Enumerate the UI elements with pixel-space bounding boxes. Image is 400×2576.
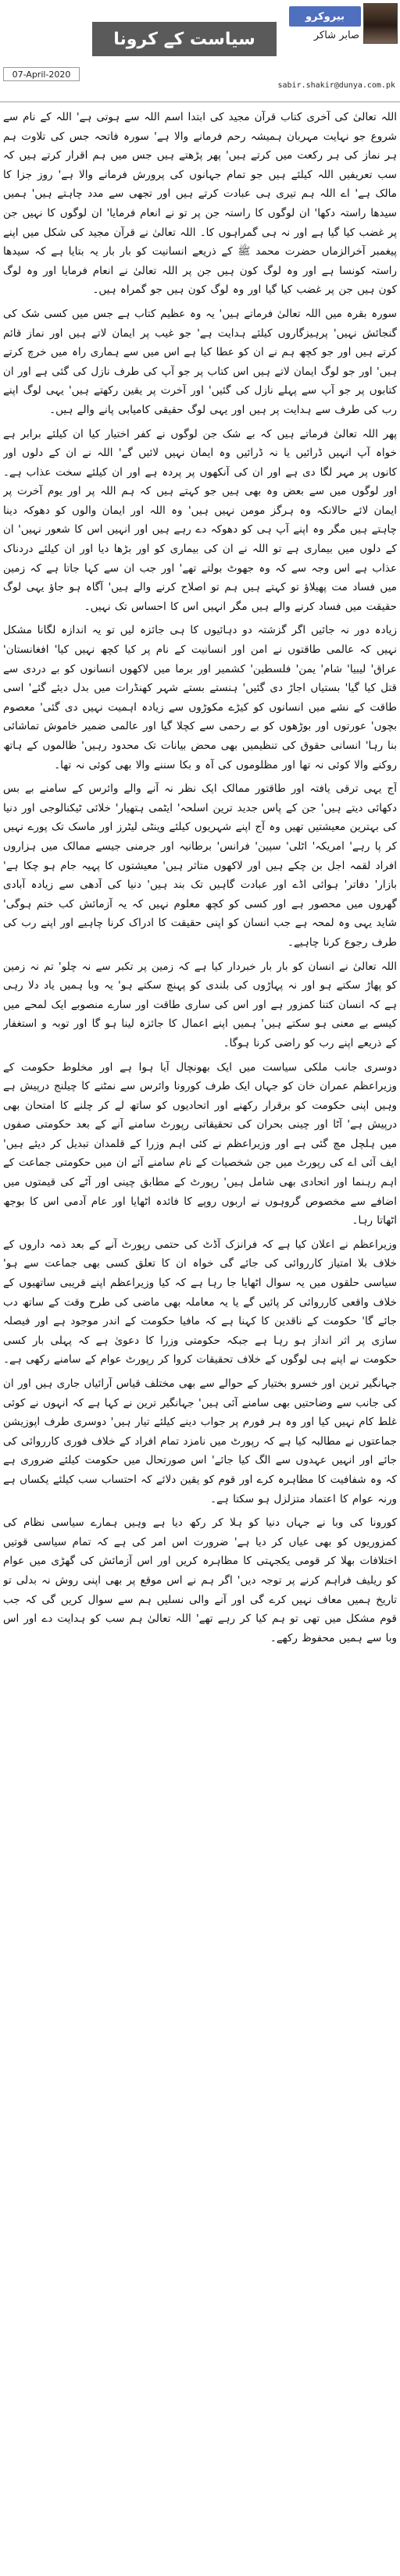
article-paragraph: اللہ تعالیٰ نے انسان کو بار بار خبردار کیا ہے کہ زمین پر تکبر سے نہ چلو' تم نہ زمین کو پھاڑ سکتے ہو اور نہ پہاڑوں کی بلندی کو پہنچ سکتے ہو' یہ وبا ہمیں یاد دلا رہی ہے کہ انسان کتنا کمزور ہے اور اس کی ساری طاقت اور سارے منصوبے ایک لمحے میں کیسے بے معنی ہو سکتے ہیں' ہمیں اپنے اعمال کا جائزہ لینا ہو گا اور توبہ و استغفار کے ذریعے اپنے رب کو راضی کرنا ہوگا۔ (3, 960, 397, 1049)
newspaper-logo: بیروکرو (289, 6, 361, 27)
article-paragraph: وزیراعظم نے اعلان کیا ہے کہ فرانزک آڈٹ کی حتمی رپورٹ آنے کے بعد ذمہ داروں کے خلاف بلا امتیاز کارروائی کی جائے گی خواہ ان کا تعلق کسی بھی جماعت سے ہو' سیاسی حلقوں میں یہ سوال اٹھایا جا رہا ہے کہ کیا وزیراعظم اپنے قریبی ساتھیوں کے خلاف واقعی کارروائی کر پائیں گے یا یہ معاملہ بھی ماضی کی طرح وقت کے ساتھ دب جائے گا' حکومت کے ناقدین کا کہنا ہے کہ مافیا حکومت کے اندر موجود ہے اور فیصلہ سازی پر اثر انداز ہو رہا ہے جبکہ حکومتی وزرا کا دعویٰ ہے کہ پہلی بار کسی حکومت نے اپنے ہی لوگوں کے خلاف تحقیقات کروا کر رپورٹ عوام کے سامنے رکھی ہے۔ (3, 1238, 397, 1366)
author-name: صابر شاکر (313, 30, 359, 41)
column-title: سیاست کے کرونا (92, 22, 277, 56)
article-paragraph: پھر اللہ تعالیٰ فرماتے ہیں کہ بے شک جن لوگوں نے کفر اختیار کیا ان کیلئے برابر ہے خواہ آپ انہیں ڈرائیں یا نہ ڈرائیں وہ ایمان نہیں لائیں گے' اللہ نے ان کے دلوں اور کانوں پر مہر لگا دی ہے اور ان کی آنکھوں پر پردہ ہے اور ان کیلئے سخت عذاب ہے۔ اور لوگوں میں سے بعض وہ بھی ہیں جو کہتے ہیں کہ ہم اللہ پر اور یوم آخرت پر ایمان لائے حالانکہ وہ ہرگز مومن نہیں ہیں' وہ اللہ اور ایمان والوں کو دھوکہ دینا چاہتے ہیں مگر وہ اپنے آپ ہی کو دھوکہ دے رہے ہیں اور انہیں اس کا شعور نہیں' ان کے دلوں میں بیماری ہے تو اللہ نے ان کی بیماری کو اور بڑھا دیا اور ان کیلئے دردناک عذاب ہے اس وجہ سے کہ وہ جھوٹ بولتے تھے' اور جب ان سے کہا جاتا ہے کہ زمین میں فساد مت پھیلاؤ تو کہتے ہیں ہم تو اصلاح کرنے والے ہیں' آگاہ ہو جاؤ یہی لوگ حقیقت میں فساد کرنے والے ہیں مگر انہیں اس کا احساس تک نہیں۔ (3, 427, 397, 613)
author-photo (363, 3, 398, 44)
article-paragraph: آج یہی ترقی یافتہ اور طاقتور ممالک ایک نظر نہ آنے والے وائرس کے سامنے بے بس دکھائی دیتے ہیں' جن کے پاس جدید ترین اسلحہ' ایٹمی ہتھیار' خلائی ٹیکنالوجی اور دنیا کی بہترین معیشتیں تھیں وہ آج اپنے شہریوں کیلئے وینٹی لیٹرز اور ماسک تک پورے نہیں کر پا رہے' امریکہ' اٹلی' سپین' فرانس' برطانیہ اور جرمنی جیسے ممالک میں ہزاروں افراد لقمہ اجل بن چکے ہیں اور لاکھوں متاثر ہیں' معیشتوں کا پہیہ جام ہو چکا ہے' بازار' دفاتر' ہوائی اڈے اور عبادت گاہیں تک بند ہیں' دنیا کی آدھی سے زیادہ آبادی گھروں میں محصور ہے اور کسی کو کچھ معلوم نہیں کہ یہ آزمائش کب ختم ہوگی' شاید یہی وہ لمحہ ہے جب انسان کو اپنی حقیقت کا ادراک کرنا چاہیے اور اپنے رب کی طرف رجوع کرنا چاہیے۔ (3, 782, 397, 949)
article-paragraph: جہانگیر ترین اور خسرو بختیار کے حوالے سے بھی مختلف قیاس آرائیاں جاری ہیں اور ان کی جانب سے وضاحتیں بھی سامنے آئی ہیں' جہانگیر ترین نے کہا ہے کہ انہوں نے کوئی غلط کام نہیں کیا اور وہ ہر فورم پر جواب دینے کیلئے تیار ہیں' دوسری طرف اپوزیشن جماعتوں نے مطالبہ کیا ہے کہ رپورٹ میں نامزد تمام افراد کے خلاف فوری کارروائی کی جائے اور انہیں عہدوں سے الگ کیا جائے' اس صورتحال میں حکومت کیلئے ضروری ہے کہ وہ شفافیت کا مظاہرہ کرے اور قوم کو یقین دلائے کہ احتساب سب کیلئے یکساں ہے ورنہ عوام کا اعتماد متزلزل ہو سکتا ہے۔ (3, 1377, 397, 1505)
article-paragraph: کورونا کی وبا نے جہاں دنیا کو ہلا کر رکھ دیا ہے وہیں ہمارے سیاسی نظام کی کمزوریوں کو بھی عیاں کر دیا ہے' ضرورت اس امر کی ہے کہ تمام سیاسی قوتیں اختلافات بھلا کر قومی یکجہتی کا مظاہرہ کریں اور اس آزمائش کی گھڑی میں عوام کو ریلیف فراہم کرنے پر توجہ دیں' اگر ہم نے اس موقع پر بھی اپنی روش نہ بدلی تو تاریخ ہمیں معاف نہیں کرے گی اور آنے والی نسلیں ہم سے سوال کریں گی کہ جب قوم مشکل میں تھی تو ہم کیا کر رہے تھے' اللہ تعالیٰ ہم سب کو ہدایت دے اور اس وبا سے ہمیں محفوظ رکھے۔ (3, 1516, 397, 1644)
author-email: sabir.shakir@dunya.com.pk (277, 81, 395, 90)
publish-date: 07-April-2020 (3, 67, 80, 81)
article-paragraph: اللہ تعالیٰ کی آخری کتاب قرآن مجید کی ابتدا اسم اللہ سے ہوتی ہے' اللہ کے نام سے شروع جو نہایت مہربان ہمیشہ رحم فرمانے والا ہے' سورہ فاتحہ جس کی تلاوت ہم ہر نماز کی ہر رکعت میں کرتے ہیں' پھر پڑھتے ہیں جس میں ہم اقرار کرتے ہیں کہ سب تعریفیں اللہ کیلئے ہیں جو تمام جہانوں کی پرورش فرمانے والا ہے' روز جزا کا مالک ہے' اے اللہ ہم تیری ہی عبادت کرتے ہیں اور تجھی سے مدد چاہتے ہیں' ہمیں سیدھا راستہ دکھا' ان لوگوں کا راستہ جن پر تو نے انعام فرمایا' ان لوگوں کا نہیں جن پر غضب کیا گیا ہے اور نہ ہی گمراہوں کا۔ اللہ تعالیٰ نے قرآن مجید کی شکل میں اپنے پیغمبر آخرالزماں حضرت محمد ﷺ کے ذریعے انسانیت کو بار بار یہ بتایا ہے کہ سیدھا راستہ کونسا ہے اور وہ لوگ کون ہیں جن پر اللہ تعالیٰ نے انعام فرمایا اور وہ لوگ کون ہیں جن پر غضب کیا گیا اور وہ لوگ کون ہیں جو گمراہ ہیں۔ (3, 111, 397, 297)
article-paragraph: دوسری جانب ملکی سیاست میں ایک بھونچال آیا ہوا ہے اور مخلوط حکومت کے وزیراعظم عمران خان کو جہاں ایک طرف کورونا وائرس سے نمٹنے کا چیلنج درپیش ہے وہیں اپنی حکومت کو برقرار رکھنے اور اتحادیوں کو ساتھ لے کر چلنے کا امتحان بھی درپیش ہے' آٹا اور چینی بحران کی تحقیقاتی رپورٹ سامنے آنے کے بعد حکومتی صفوں میں ہلچل مچ گئی ہے اور وزیراعظم نے کئی اہم وزرا کے قلمدان تبدیل کر دیئے ہیں' ایف آئی اے کی رپورٹ میں جن شخصیات کے نام سامنے آئے ان میں حکومتی جماعت کے اہم رہنما اور اتحادی بھی شامل ہیں' رپورٹ کے مطابق چینی اور آٹے کی قیمتوں میں اضافے سے مخصوص گروہوں نے اربوں روپے کا فائدہ اٹھایا اور عام آدمی اس کا بوجھ اٹھاتا رہا۔ (3, 1060, 397, 1227)
article-paragraph: زیادہ دور نہ جائیں اگر گزشتہ دو دہائیوں کا ہی جائزہ لیں تو یہ اندازہ لگانا مشکل نہیں کہ عالمی طاقتوں نے امن اور انسانیت کے نام پر کیا کچھ نہیں کیا' افغانستان' عراق' لیبیا' شام' یمن' فلسطین' کشمیر اور برما میں لاکھوں انسانوں کو بے دردی سے قتل کیا گیا' بستیاں اجاڑ دی گئیں' ہنستے بستے شہر کھنڈرات میں بدل دیئے گئے' اسی طاقت کے نشے میں انسانوں کو کیڑے مکوڑوں سے زیادہ اہمیت نہیں دی گئی' معصوم بچوں' عورتوں اور بوڑھوں کو بے رحمی سے کچلا گیا اور عالمی ضمیر خاموش تماشائی بنا رہا' انسانی حقوق کی تنظیمیں بھی محض بیانات تک محدود رہیں' ظالموں کے ہاتھ روکنے والا کوئی نہ تھا اور مظلوموں کی آہ و بکا سننے والا بھی کوئی نہ تھا۔ (3, 624, 397, 771)
article-paragraph: سورہ بقرہ میں اللہ تعالیٰ فرماتے ہیں' یہ وہ عظیم کتاب ہے جس میں کسی شک کی گنجائش نہیں' پرہیزگاروں کیلئے ہدایت ہے' جو غیب پر ایمان لاتے ہیں اور نماز قائم کرتے ہیں اور جو کچھ ہم نے ان کو عطا کیا ہے اس میں سے ہماری راہ میں خرچ کرتے ہیں' اور جو لوگ ایمان لاتے ہیں اس کتاب پر جو آپ کی طرف نازل کی گئی ہے اور ان کتابوں پر جو آپ سے پہلے نازل کی گئیں' اور آخرت پر یقین رکھتے ہیں' یہی لوگ اپنے رب کی طرف سے ہدایت پر ہیں اور یہی لوگ حقیقی کامیابی پانے والے ہیں۔ (3, 307, 397, 416)
article-body (3, 108, 397, 2571)
column-header (0, 0, 400, 102)
